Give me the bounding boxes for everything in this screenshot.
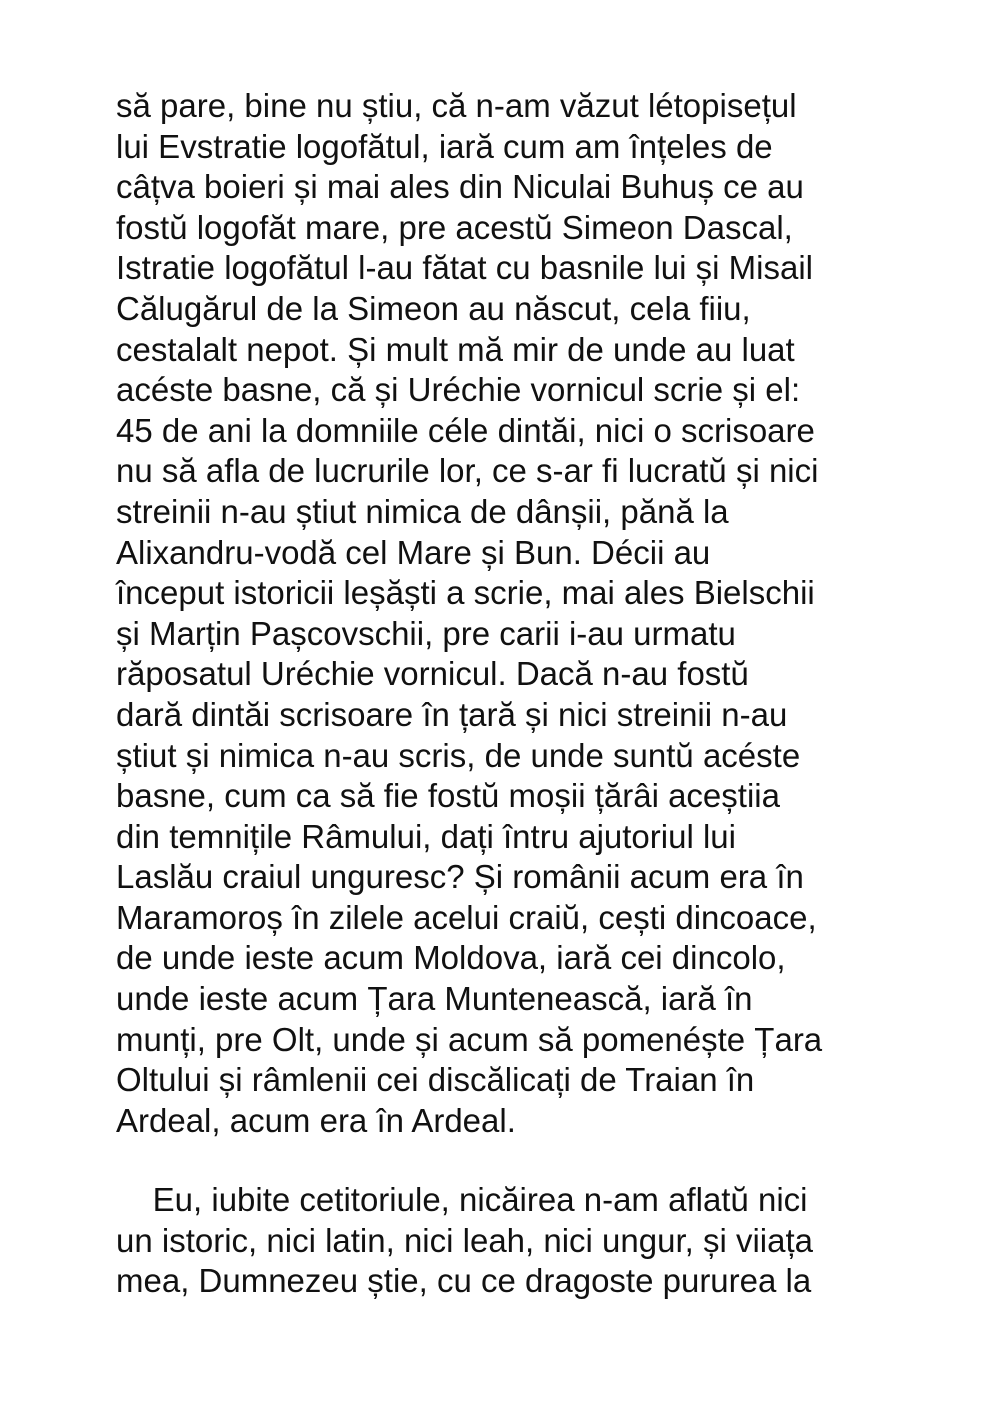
text-line: știut și nimica n-au scris, de unde suntŭ acéste	[116, 736, 801, 774]
text-line: lui Evstratie logofătul, iară cum am înțeles de	[116, 127, 773, 165]
text-line: și Marțin Pașcovschii, pre carii i-au urmatu	[116, 614, 736, 652]
text-line: nu să afla de lucrurile lor, ce s-ar fi lucratŭ și nici	[116, 452, 819, 490]
text-line: început istoricii leșăști a scrie, mai ales Bielschii	[116, 574, 815, 612]
text-line: Ardeal, acum era în Ardeal.	[116, 1101, 516, 1139]
text-line: din temnițile Râmului, dați întru ajutoriul lui	[116, 817, 736, 855]
text-line: răposatul Uréchie vornicul. Dacă n-au fostŭ	[116, 655, 749, 693]
text-line: mea, Dumnezeu știe, cu ce dragoste pururea la	[116, 1262, 812, 1300]
text-line: Călugărul de la Simeon au născut, cela fiiu,	[116, 289, 751, 327]
text-line: Maramoroș în zilele acelui craiŭ, cești dincoace,	[116, 898, 817, 936]
text-line: basne, cum ca să fie fostŭ moșii țărâi aceștiia	[116, 777, 780, 815]
paragraph-2	[116, 1180, 896, 1302]
text-line: dară dintăi scrisoare în țară și nici streinii n-au	[116, 695, 788, 733]
text-line: să pare, bine nu știu, că n-am văzut létopisețul	[116, 87, 797, 124]
text-line: 45 de ani la domniile céle dintăi, nici o scrisoare	[116, 411, 815, 449]
text-line: Istratie logofătul l-au fătat cu basnile lui și Misail	[116, 249, 813, 287]
text-line: acéste basne, că și Uréchie vornicul scrie și el:	[116, 371, 801, 409]
text-line: Eu, iubite cetitoriule, nicăirea n-am aflatŭ nici	[116, 1181, 808, 1218]
text-line: Alixandru-vodă cel Mare și Bun. Décii au	[116, 533, 711, 571]
text-line: unde ieste acum Țara Muntenească, iară în	[116, 980, 753, 1018]
text-line: Laslău craiul unguresc? Și românii acum era în	[116, 858, 804, 896]
text-line: Oltului și râmlenii cei discălicați de Traian în	[116, 1061, 755, 1099]
text-line: cestalalt nepot. Și mult mă mir de unde au luat	[116, 330, 795, 368]
text-line: de unde ieste acum Moldova, iară cei dincolo,	[116, 939, 786, 977]
text-line: câțva boieri și mai ales din Niculai Buhuș ce au	[116, 168, 804, 206]
paragraph-1	[116, 86, 896, 1141]
text-line: streinii n-au știut nimica de dânșii, pănă la	[116, 492, 729, 530]
text-line: fostŭ logofăt mare, pre acestŭ Simeon Dascal,	[116, 208, 793, 246]
text-line: un istoric, nici latin, nici leah, nici ungur, și viiața	[116, 1221, 813, 1259]
text-line: munți, pre Olt, unde și acum să pomenéște Țara	[116, 1020, 823, 1058]
